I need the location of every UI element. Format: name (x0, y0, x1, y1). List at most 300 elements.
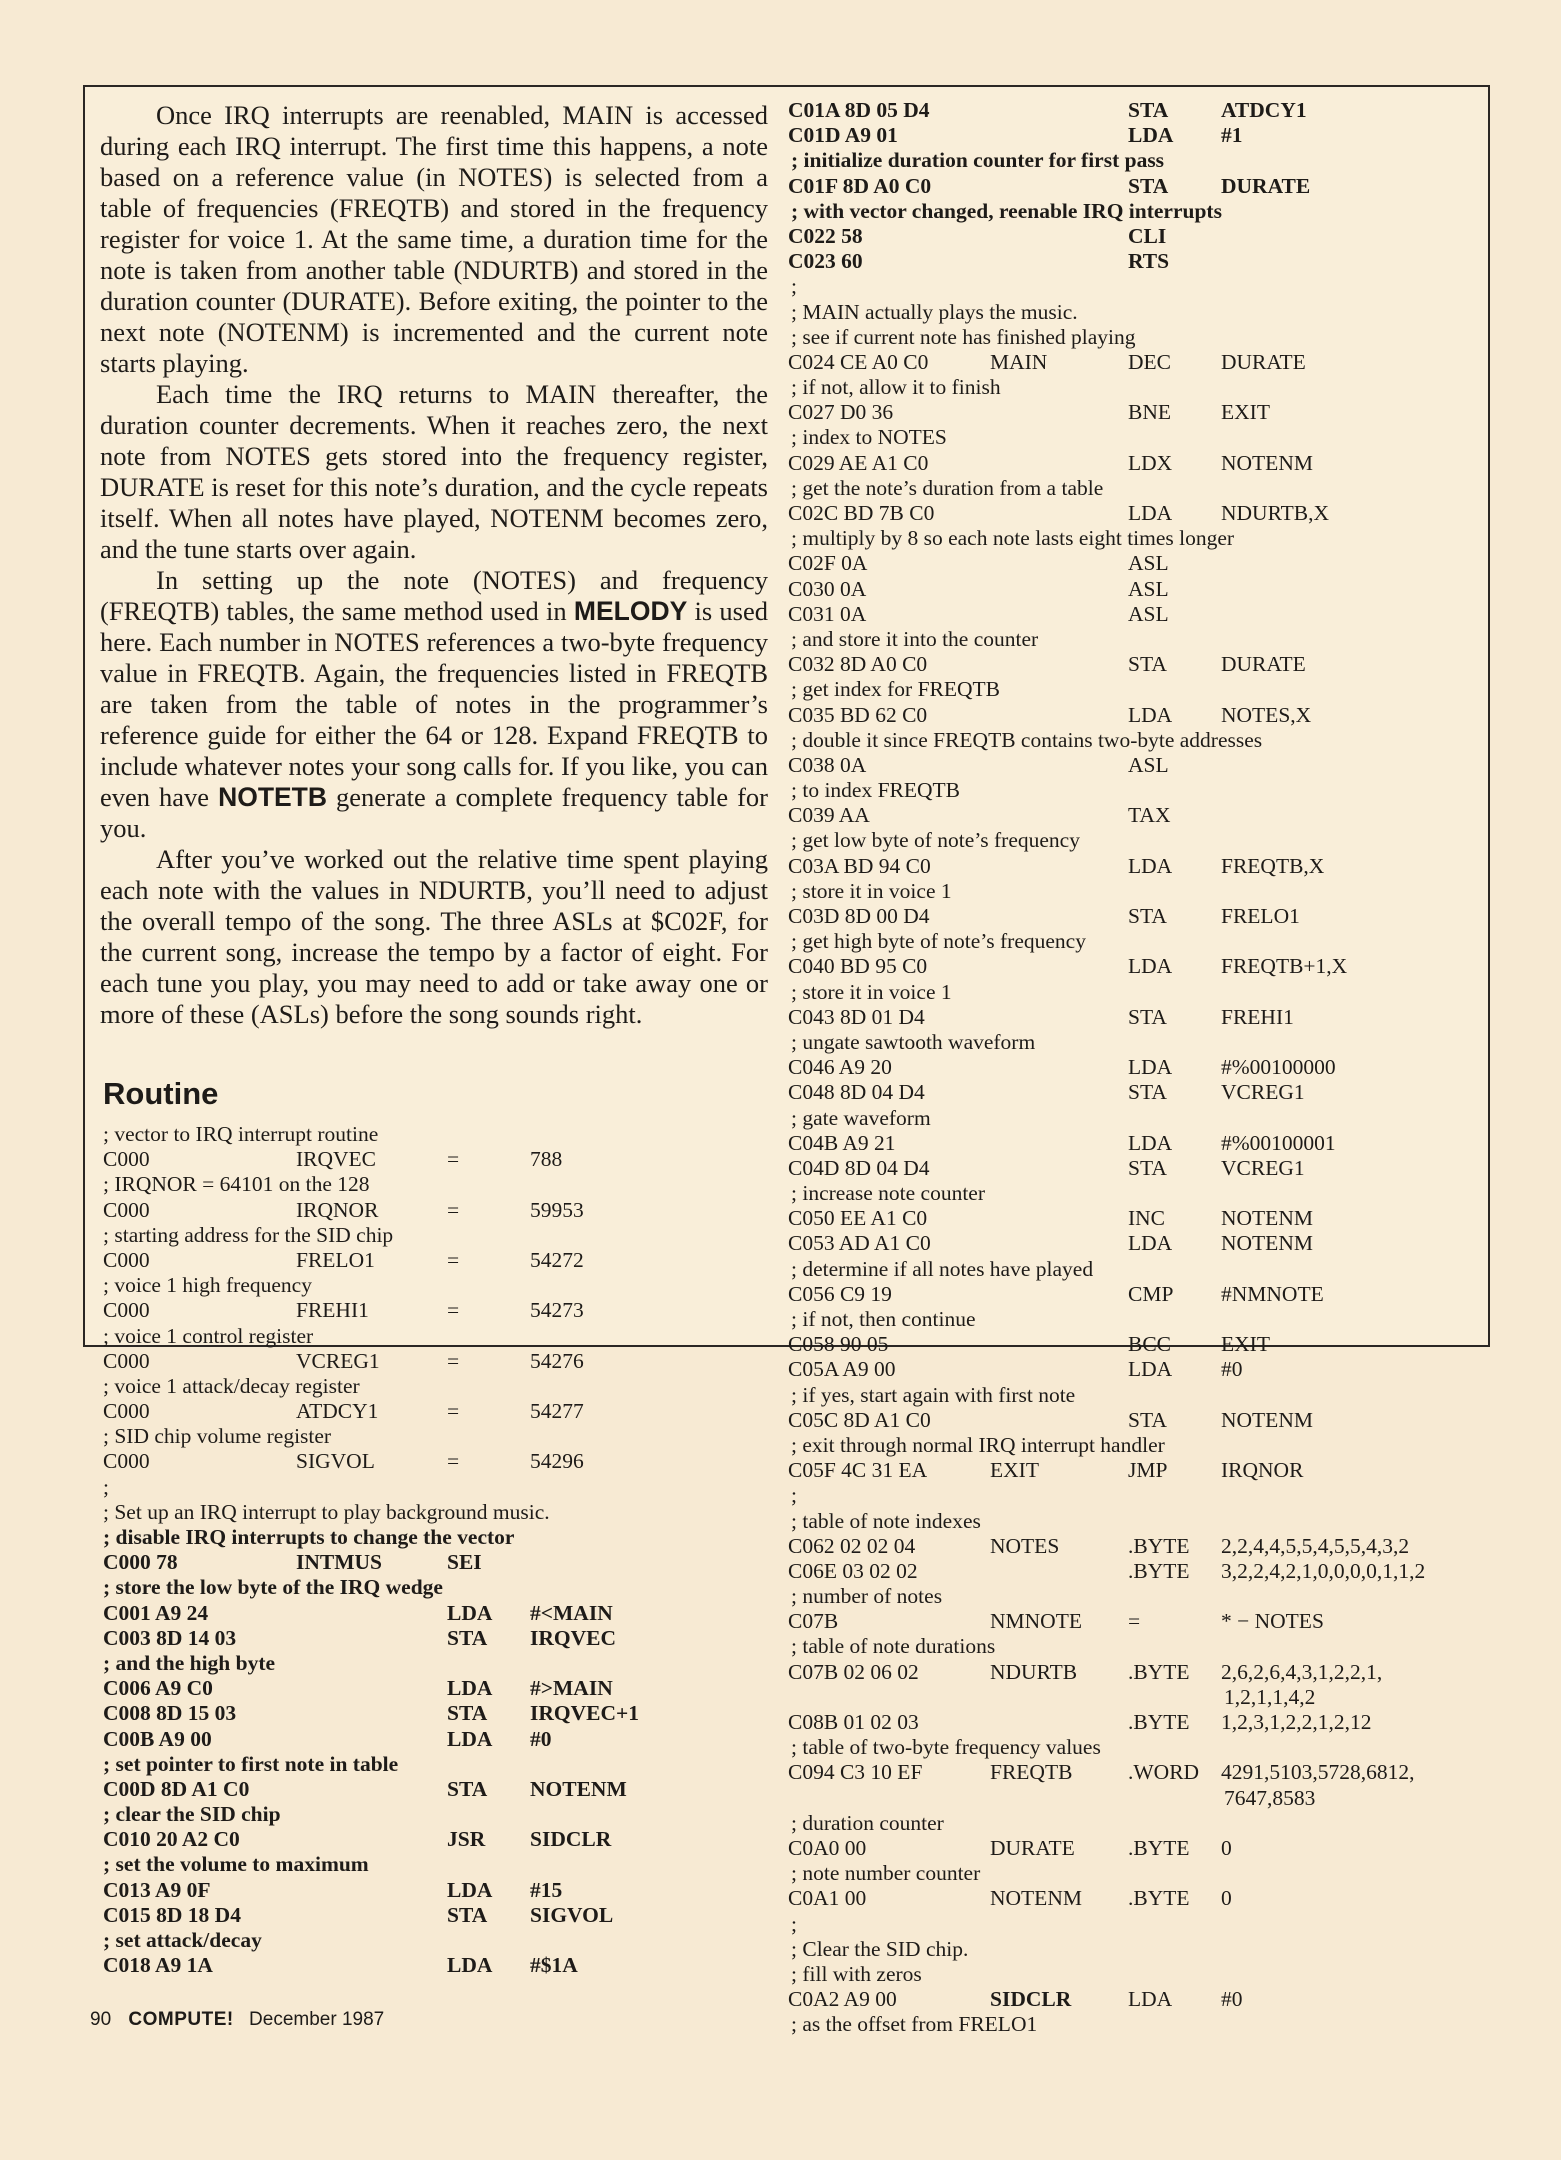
comment-text: ; disable IRQ interrupts to change the vector (103, 1525, 515, 1549)
code-comment (788, 274, 1478, 299)
comment-text: ; get index for FREQTB (791, 677, 1001, 702)
code-comment (788, 728, 1478, 753)
code-line (100, 1147, 768, 1172)
code-comment (788, 476, 1478, 501)
code-line (788, 602, 1478, 627)
code-operand: FREQTB+1,X (1221, 954, 1348, 979)
code-label: NDURTB (990, 1659, 1078, 1684)
code-operand: #%00100000 (1221, 1055, 1336, 1080)
code-label: EXIT (990, 1458, 1039, 1483)
code-address: C000 (103, 1197, 150, 1222)
comment-text: ; vector to IRQ interrupt routine (103, 1122, 379, 1146)
code-address: C0A2 A9 00 (788, 1987, 897, 2012)
code-comment (788, 1483, 1478, 1508)
code-line (100, 1727, 768, 1752)
code-line (788, 1357, 1478, 1382)
comment-text: ; (791, 1483, 797, 1508)
comment-text: ; voice 1 attack/decay register (103, 1373, 360, 1398)
code-line (788, 703, 1478, 728)
code-mnemonic: STA (1128, 98, 1169, 122)
code-line (788, 1534, 1478, 1559)
code-comment (788, 1937, 1478, 1962)
code-line (788, 954, 1478, 979)
code-operand: 0 (1221, 1886, 1232, 1911)
code-mnemonic: = (447, 1147, 460, 1172)
code-address: C01F 8D A0 C0 (788, 173, 932, 198)
comment-text: ; starting address for the SID chip (103, 1222, 394, 1247)
code-line (100, 1349, 768, 1374)
code-comment (100, 1928, 768, 1953)
code-comment (100, 1273, 768, 1298)
code-operand: #$1A (530, 1953, 578, 1978)
code-line (100, 1601, 768, 1626)
comment-text: ; if yes, start again with first note (791, 1382, 1076, 1407)
code-address: C038 0A (788, 752, 867, 777)
code-operand: ATDCY1 (1221, 98, 1307, 122)
code-mnemonic: LDA (1128, 702, 1173, 727)
code-line (100, 1878, 768, 1903)
code-line (788, 904, 1478, 929)
code-label: FREQTB (990, 1760, 1073, 1785)
comment-text: ; as the offset from FRELO1 (791, 2012, 1038, 2037)
code-operand: 54272 (530, 1247, 584, 1272)
comment-text: ; gate waveform (791, 1105, 931, 1130)
code-operand: VCREG1 (1221, 1080, 1305, 1105)
code-address: C030 0A (788, 576, 867, 601)
paragraph-text: Each time the IRQ returns to MAIN thereafter, the duration counter decrements. When it reaches zero, the next note from NOTES gets stored into the frequency register, DURATE is reset for this note’s duration, and the cycle repeats itself. When all notes have played, NOTENM becomes zero, and the tune starts over again. (100, 379, 768, 564)
code-listing-left (100, 1122, 768, 1978)
code-mnemonic: STA (1128, 173, 1169, 198)
code-mnemonic: LDA (1128, 1987, 1173, 2012)
code-line (100, 1701, 768, 1726)
code-mnemonic: LDA (1128, 501, 1173, 525)
code-comment (788, 1509, 1478, 1534)
code-address: C04D 8D 04 D4 (788, 1155, 930, 1180)
code-address: C01A 8D 05 D4 (788, 98, 930, 122)
comment-text: ; and the high byte (103, 1650, 276, 1675)
code-mnemonic: LDA (1128, 123, 1174, 148)
code-mnemonic: STA (1128, 652, 1167, 677)
code-operand: 59953 (530, 1197, 584, 1222)
code-line (788, 224, 1478, 249)
comment-text: ; double it since FREQTB contains two-byte addresses (791, 727, 1263, 752)
code-mnemonic: = (447, 1449, 460, 1474)
code-line (788, 1231, 1478, 1256)
code-operand: 2,2,4,4,5,5,4,5,5,4,3,2 (1221, 1533, 1410, 1558)
code-mnemonic: BCC (1128, 1332, 1172, 1357)
code-label: ATDCY1 (296, 1399, 379, 1424)
code-mnemonic: .BYTE (1128, 1558, 1190, 1583)
code-line (788, 1332, 1478, 1357)
code-label: SIGVOL (296, 1449, 375, 1474)
code-operand: 1,2,3,1,2,2,1,2,12 (1221, 1710, 1372, 1735)
comment-text: ; set pointer to first note in table (103, 1751, 399, 1776)
magazine-name: COMPUTE! (128, 2009, 234, 2030)
code-operand: IRQVEC+1 (530, 1701, 640, 1726)
paragraph (100, 844, 768, 1030)
code-address: C043 8D 01 D4 (788, 1004, 925, 1029)
code-address: C000 (103, 1348, 150, 1373)
code-line (788, 1886, 1478, 1911)
comment-text: ; get high byte of note’s frequency (791, 929, 1086, 954)
code-label: SIDCLR (990, 1987, 1072, 2012)
code-line (788, 249, 1478, 274)
code-mnemonic: TAX (1128, 803, 1171, 828)
left-column (100, 98, 768, 1978)
comment-text: ; IRQNOR = 64101 on the 128 (103, 1172, 370, 1197)
code-operand: 0 (1221, 1835, 1232, 1860)
code-address: C000 (103, 1298, 150, 1323)
comment-text: ; (791, 274, 797, 299)
code-comment (788, 879, 1478, 904)
code-operand: FREHI1 (1221, 1004, 1294, 1029)
code-operand: 54277 (530, 1399, 584, 1424)
code-mnemonic: STA (447, 1625, 488, 1650)
code-comment (788, 828, 1478, 853)
code-comment (100, 1852, 768, 1877)
comment-text: ; set the volume to maximum (103, 1852, 369, 1877)
code-operand: IRQVEC (530, 1625, 617, 1650)
code-line (100, 1777, 768, 1802)
code-line (788, 1710, 1478, 1735)
code-comment (788, 677, 1478, 702)
code-comment (100, 1500, 768, 1525)
code-comment (100, 1525, 768, 1550)
code-mnemonic: LDX (1128, 450, 1173, 475)
code-mnemonic: STA (1128, 1080, 1167, 1105)
code-label: FREHI1 (296, 1298, 369, 1323)
code-line (788, 501, 1478, 526)
code-address: C027 D0 36 (788, 400, 894, 425)
code-line (100, 1399, 768, 1424)
code-comment (100, 1122, 768, 1147)
comment-text: ; increase note counter (791, 1181, 986, 1206)
code-address: C05C 8D A1 C0 (788, 1407, 931, 1432)
code-operand: 54276 (530, 1348, 584, 1373)
code-comment (788, 1106, 1478, 1131)
code-mnemonic: LDA (1128, 853, 1173, 878)
code-line (100, 1676, 768, 1701)
code-comment (788, 1811, 1478, 1836)
code-mnemonic: STA (1128, 1004, 1167, 1029)
code-operand: #<MAIN (530, 1600, 613, 1625)
code-operand: EXIT (1221, 1332, 1270, 1357)
code-line (788, 1836, 1478, 1861)
code-mnemonic: .BYTE (1128, 1835, 1190, 1860)
code-address: C018 A9 1A (103, 1953, 213, 1978)
comment-text: ; multiply by 8 so each note lasts eight times longer (791, 526, 1235, 551)
code-mnemonic: LDA (447, 1600, 493, 1625)
code-line (788, 1156, 1478, 1181)
code-line (788, 350, 1478, 375)
code-mnemonic: LDA (1128, 1231, 1173, 1256)
code-comment (788, 526, 1478, 551)
code-operand: 54296 (530, 1449, 584, 1474)
code-comment (788, 1257, 1478, 1282)
code-address: C056 C9 19 (788, 1281, 892, 1306)
code-line (788, 854, 1478, 879)
code-operand: NOTENM (1221, 1206, 1313, 1231)
code-line (100, 1198, 768, 1223)
code-comment (100, 1223, 768, 1248)
code-label: NOTENM (990, 1886, 1082, 1911)
code-address: C000 (103, 1449, 150, 1474)
code-operand: NOTENM (1221, 1231, 1313, 1256)
comment-text: ; number of notes (791, 1584, 943, 1609)
code-line (788, 1559, 1478, 1584)
code-operand: VCREG1 (1221, 1155, 1305, 1180)
paragraph-text: After you’ve worked out the relative time spent playing each note with the values in NDURTB, you’ll need to adjust the overall tempo of the song. The three ASLs at $C02F, for the current song, increase the tempo by a factor of eight. For each tune you play, you may need to add or take away one or more of these (ASLs) before the song sounds right. (100, 844, 768, 1029)
code-address: C053 AD A1 C0 (788, 1231, 931, 1256)
code-comment (100, 1324, 768, 1349)
code-label: IRQVEC (296, 1147, 377, 1172)
code-operand: DURATE (1221, 349, 1306, 374)
code-comment (788, 1912, 1478, 1937)
code-comment (788, 1433, 1478, 1458)
routine-heading: Routine (103, 1076, 219, 1111)
code-mnemonic: = (447, 1298, 460, 1323)
code-address: C006 A9 C0 (103, 1676, 213, 1701)
code-comment (788, 148, 1478, 173)
code-listing-right (788, 98, 1478, 2037)
code-mnemonic: CLI (1128, 223, 1167, 248)
comment-text: ; table of two-byte frequency values (791, 1735, 1101, 1760)
code-operand: SIGVOL (530, 1902, 614, 1927)
code-address: C05F 4C 31 EA (788, 1458, 928, 1483)
code-address: C010 20 A2 C0 (103, 1827, 240, 1852)
code-comment (100, 1802, 768, 1827)
code-address: C008 8D 15 03 (103, 1701, 237, 1726)
code-mnemonic: LDA (447, 1726, 493, 1751)
code-mnemonic: .BYTE (1128, 1886, 1190, 1911)
code-mnemonic: .BYTE (1128, 1659, 1190, 1684)
code-line (788, 1609, 1478, 1634)
code-mnemonic: = (1128, 1609, 1141, 1634)
comment-text: ; fill with zeros (791, 1961, 922, 1986)
code-line (788, 1987, 1478, 2012)
code-line (788, 451, 1478, 476)
code-label: DURATE (990, 1835, 1075, 1860)
code-comment (788, 1735, 1478, 1760)
code-address: C048 8D 04 D4 (788, 1080, 925, 1105)
code-comment (100, 1172, 768, 1197)
code-address: C01D A9 01 (788, 123, 898, 148)
code-comment (788, 2012, 1478, 2037)
paragraph (100, 379, 768, 565)
comment-text: ; index to NOTES (791, 425, 947, 450)
code-operand: FRELO1 (1221, 904, 1300, 928)
code-line (788, 1005, 1478, 1030)
code-address: C05A A9 00 (788, 1357, 896, 1382)
code-address: C023 60 (788, 249, 863, 274)
code-operand: 3,2,2,4,2,1,0,0,0,0,1,1,2 (1221, 1558, 1426, 1583)
comment-text: ; voice 1 high frequency (103, 1273, 312, 1298)
code-line (788, 98, 1478, 123)
code-mnemonic: ASL (1128, 601, 1169, 626)
code-comment (100, 1424, 768, 1449)
code-mnemonic: = (447, 1348, 460, 1373)
code-operand: #%00100001 (1221, 1130, 1336, 1155)
comment-text: ; voice 1 control register (103, 1323, 314, 1348)
comment-text: ; Clear the SID chip. (791, 1936, 969, 1961)
comment-text: ; set attack/decay (103, 1928, 262, 1952)
code-line (788, 123, 1478, 148)
code-comment (100, 1575, 768, 1600)
code-line (788, 400, 1478, 425)
code-address: C07B (788, 1609, 839, 1634)
code-comment (788, 1181, 1478, 1206)
code-mnemonic: .WORD (1128, 1760, 1200, 1785)
code-operand: * − NOTES (1221, 1609, 1324, 1634)
code-comment (788, 1962, 1478, 1987)
code-line (788, 753, 1478, 778)
code-address: C003 8D 14 03 (103, 1625, 237, 1650)
code-operand: NOTES,X (1221, 702, 1312, 727)
code-label: VCREG1 (296, 1348, 380, 1373)
code-comment (788, 980, 1478, 1005)
code-comment (788, 375, 1478, 400)
code-mnemonic: DEC (1128, 349, 1171, 374)
code-line (788, 1206, 1478, 1231)
keyword: NOTETB (218, 782, 327, 812)
code-line (788, 1760, 1478, 1810)
comment-text: ; table of note durations (791, 1634, 996, 1659)
code-operand: SIDCLR (530, 1827, 612, 1852)
comment-text: ; determine if all notes have played (791, 1256, 1094, 1281)
comment-text: ; get the note’s duration from a table (791, 475, 1104, 500)
code-address: C000 (103, 1247, 150, 1272)
code-mnemonic: .BYTE (1128, 1533, 1190, 1558)
code-mnemonic: JMP (1128, 1458, 1168, 1483)
code-line (788, 174, 1478, 199)
code-address: C032 8D A0 C0 (788, 652, 928, 677)
code-operand-continued: 7647,8583 (1224, 1785, 1316, 1810)
code-mnemonic: .BYTE (1128, 1710, 1190, 1735)
code-mnemonic: ASL (1128, 752, 1169, 777)
code-address: C029 AE A1 C0 (788, 450, 929, 475)
code-comment (788, 1861, 1478, 1886)
code-mnemonic: RTS (1128, 249, 1170, 274)
code-label: NOTES (990, 1533, 1060, 1558)
comment-text: ; note number counter (791, 1861, 981, 1886)
code-operand: NDURTB,X (1221, 501, 1330, 525)
code-comment (788, 1584, 1478, 1609)
code-comment (788, 778, 1478, 803)
paragraph-text: generate a complete frequency table for you. (100, 782, 768, 843)
code-operand: 54273 (530, 1298, 584, 1323)
code-line (788, 1282, 1478, 1307)
code-operand: 4291,5103,5728,6812, (1221, 1760, 1415, 1785)
comment-text: ; Set up an IRQ interrupt to play background music. (103, 1499, 550, 1524)
comment-text: ; get low byte of note’s frequency (791, 828, 1080, 853)
code-mnemonic: STA (447, 1701, 488, 1726)
code-address: C062 02 02 04 (788, 1533, 916, 1558)
paragraph-text: Once IRQ interrupts are reenabled, MAIN is accessed during each IRQ interrupt. The first time this happens, a note based on a reference value (in NOTES) is selected from a table of frequencies (FREQTB) and stored in the frequency register for voice 1. At the same time, a duration time for the note is taken from another table (NDURTB) and stored in the duration counter (DURATE). Before exiting, the pointer to the next note (NOTENM) is incremented and the current note starts playing. (100, 100, 768, 378)
code-address: C02C BD 7B C0 (788, 501, 935, 525)
code-line (788, 1055, 1478, 1080)
code-address: C001 A9 24 (103, 1600, 209, 1625)
code-line (788, 1458, 1478, 1483)
code-mnemonic: = (447, 1197, 460, 1222)
code-operand: DURATE (1221, 652, 1306, 677)
code-address: C024 CE A0 C0 (788, 349, 929, 374)
code-line (788, 652, 1478, 677)
code-mnemonic: STA (1128, 1155, 1167, 1180)
code-address: C013 A9 0F (103, 1877, 211, 1902)
code-comment (788, 425, 1478, 450)
code-operand: IRQNOR (1221, 1458, 1304, 1483)
code-line (100, 1626, 768, 1651)
code-operand: EXIT (1221, 400, 1270, 425)
code-mnemonic: BNE (1128, 400, 1171, 425)
comment-text: ; MAIN actually plays the music. (791, 299, 1078, 324)
code-address: C03D 8D 00 D4 (788, 904, 930, 928)
code-address: C022 58 (788, 223, 863, 248)
code-mnemonic: LDA (1128, 1130, 1173, 1155)
code-address: C00D 8D A1 C0 (103, 1776, 250, 1801)
comment-text: ; with vector changed, reenable IRQ interrupts (791, 198, 1222, 223)
code-label: FRELO1 (296, 1247, 375, 1272)
code-address: C000 (103, 1147, 150, 1172)
paragraph-text: In setting up the note (NOTES) and frequency (FREQTB) tables, the same method used in (100, 565, 768, 626)
page-number: 90 (90, 2009, 112, 2030)
comment-text: ; ungate sawtooth waveform (791, 1029, 1036, 1054)
code-operand: DURATE (1221, 173, 1311, 198)
code-address: C000 78 (103, 1550, 178, 1575)
code-operand: #>MAIN (530, 1676, 613, 1701)
code-operand: 788 (530, 1147, 563, 1172)
code-comment (100, 1752, 768, 1777)
code-operand: #0 (530, 1726, 552, 1751)
right-column (788, 98, 1478, 2037)
code-address: C058 90 05 (788, 1332, 889, 1357)
code-line (100, 1827, 768, 1852)
code-address: C031 0A (788, 601, 867, 626)
comment-text: ; see if current note has finished playing (791, 324, 1136, 349)
code-address: C035 BD 62 C0 (788, 702, 928, 727)
comment-text: ; (103, 1474, 109, 1499)
code-line (788, 1131, 1478, 1156)
code-mnemonic: LDA (1128, 1357, 1173, 1382)
code-comment (788, 325, 1478, 350)
code-comment (788, 1383, 1478, 1408)
comment-text: ; store it in voice 1 (791, 979, 952, 1004)
code-mnemonic: LDA (447, 1676, 493, 1701)
comment-text: ; (791, 1911, 797, 1936)
code-line (100, 1903, 768, 1928)
code-label: NMNOTE (990, 1609, 1082, 1634)
code-mnemonic: STA (447, 1776, 488, 1801)
code-line (100, 1248, 768, 1273)
code-operand-continued: 1,2,1,1,4,2 (1224, 1684, 1316, 1709)
comment-text: ; table of note indexes (791, 1508, 981, 1533)
comment-text: ; clear the SID chip (103, 1802, 281, 1827)
code-line (788, 551, 1478, 576)
code-operand: 2,6,2,6,4,3,1,2,2,1, (1221, 1659, 1383, 1684)
code-mnemonic: LDA (447, 1877, 493, 1902)
code-address: C07B 02 06 02 (788, 1659, 919, 1684)
comment-text: ; SID chip volume register (103, 1424, 332, 1449)
code-mnemonic: CMP (1128, 1281, 1174, 1306)
code-line (788, 1408, 1478, 1433)
code-mnemonic: SEI (447, 1550, 482, 1575)
code-line (788, 1660, 1478, 1710)
paragraph (100, 100, 768, 379)
code-operand: FREQTB,X (1221, 853, 1325, 878)
comment-text: ; initialize duration counter for first pass (791, 148, 1165, 173)
code-comment (788, 929, 1478, 954)
code-mnemonic: LDA (1128, 1055, 1173, 1080)
